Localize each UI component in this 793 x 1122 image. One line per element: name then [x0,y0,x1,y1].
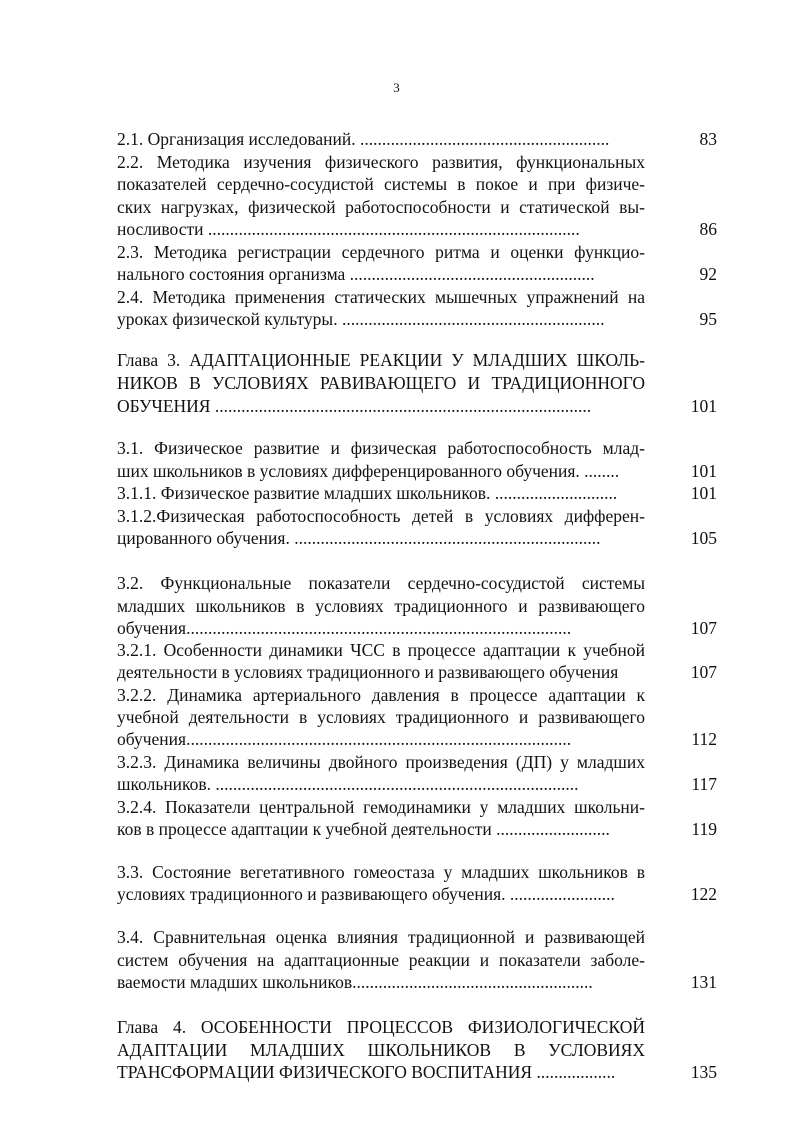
toc-line: 2.1. Организация исследований. ......................................................... [117,129,610,149]
toc-line: младших школьников в условиях традиционного и развивающего [117,596,645,616]
toc-line: цированного обучения. ...................................................................... [117,528,601,548]
toc-line: 3.2. Функциональные показатели сердечно-сосудистой системы [117,573,645,593]
toc-page-number: 119 [691,819,717,839]
toc-page-number: 105 [690,528,717,548]
toc-line: ских нагрузках, физической работоспособности и статической вы- [117,197,645,217]
toc-page-number: 112 [691,729,717,749]
toc-line: носливости ..................................................................................... [117,219,580,239]
toc-page-number: 83 [699,129,717,149]
toc-page-number: 92 [699,264,717,284]
toc-page-number: 135 [690,1062,717,1082]
toc-page-number: 122 [690,884,717,904]
toc-line: обучения........................................................................................ [117,618,572,638]
toc-line: ков в процессе адаптации к учебной деятельности .......................... [117,819,610,839]
toc-line: школьников. ................................................................................... [117,774,579,794]
toc-chapter-line: ТРАНСФОРМАЦИИ ФИЗИЧЕСКОГО ВОСПИТАНИЯ .................. [117,1062,616,1082]
toc-chapter-line: НИКОВ В УСЛОВИЯХ РАВИВАЮЩЕГО И ТРАДИЦИОННОГО [117,373,645,393]
toc-line: показателей сердечно-сосудистой системы в покое и при физиче- [117,174,645,194]
toc-page-number: 107 [690,618,717,638]
toc-page-number: 101 [690,483,717,503]
toc-page-number: 95 [699,309,717,329]
toc-line: ваемости младших школьников....................................................... [117,972,593,992]
toc-line: обучения........................................................................................ [117,729,572,749]
toc-page-number: 107 [690,662,717,682]
toc-line: 3.2.3. Динамика величины двойного произведения (ДП) у младших [117,752,645,772]
toc-chapter-line: ОБУЧЕНИЯ ...................................................................................... [117,396,592,416]
page-number: 3 [393,80,400,95]
toc-line: 3.4. Сравнительная оценка влияния традиционной и развивающей [117,927,645,947]
toc-line: 2.2. Методика изучения физического развития, функциональных [117,152,645,172]
toc-page-number: 101 [690,461,717,481]
toc-chapter-line: АДАПТАЦИИ МЛАДШИХ ШКОЛЬНИКОВ В УСЛОВИЯХ [117,1040,645,1060]
toc-line: 3.3. Состояние вегетативного гомеостаза у младших школьников в [117,862,645,882]
toc-page-number: 86 [699,219,717,239]
toc-line: 3.2.4. Показатели центральной гемодинамики у младших школьни- [117,797,645,817]
toc-chapter-line: Глава 3. АДАПТАЦИОННЫЕ РЕАКЦИИ У МЛАДШИХ ШКОЛЬ- [117,350,645,370]
toc-line: учебной деятельности в условиях традиционного и развивающего [117,707,645,727]
toc-line: ших школьников в условиях дифференцированного обучения. ........ [117,461,620,481]
toc-line: 3.1.2.Физическая работоспособность детей в условиях дифферен- [117,506,645,526]
toc-line: условиях традиционного и развивающего обучения. ........................ [117,884,615,904]
toc-line: нального состояния организма ........................................................ [117,264,595,284]
toc-line: 3.2.1. Особенности динамики ЧСС в процессе адаптации к учебной [117,640,645,660]
toc-line: 2.4. Методика применения статических мышечных упражнений на [117,287,645,307]
toc-chapter-line: Глава 4. ОСОБЕННОСТИ ПРОЦЕССОВ ФИЗИОЛОГИЧЕСКОЙ [117,1017,645,1037]
toc-page-number: 131 [690,972,717,992]
toc-page-number: 101 [690,396,717,416]
toc-line: систем обучения на адаптационные реакции и показатели заболе- [117,950,645,970]
toc-page-number: 117 [691,774,717,794]
toc-line: 3.2.2. Динамика артериального давления в процессе адаптации к [117,685,645,705]
toc-line: 2.3. Методика регистрации сердечного ритма и оценки функцио- [117,242,645,262]
toc-line: 3.1. Физическое развитие и физическая работоспособность млад- [117,438,645,458]
toc-line: уроках физической культуры. ............................................................ [117,309,605,329]
toc-line: деятельности в условиях традиционного и развивающего обучения [117,662,619,682]
toc-line: 3.1.1. Физическое развитие младших школьников. ............................ [117,483,618,503]
